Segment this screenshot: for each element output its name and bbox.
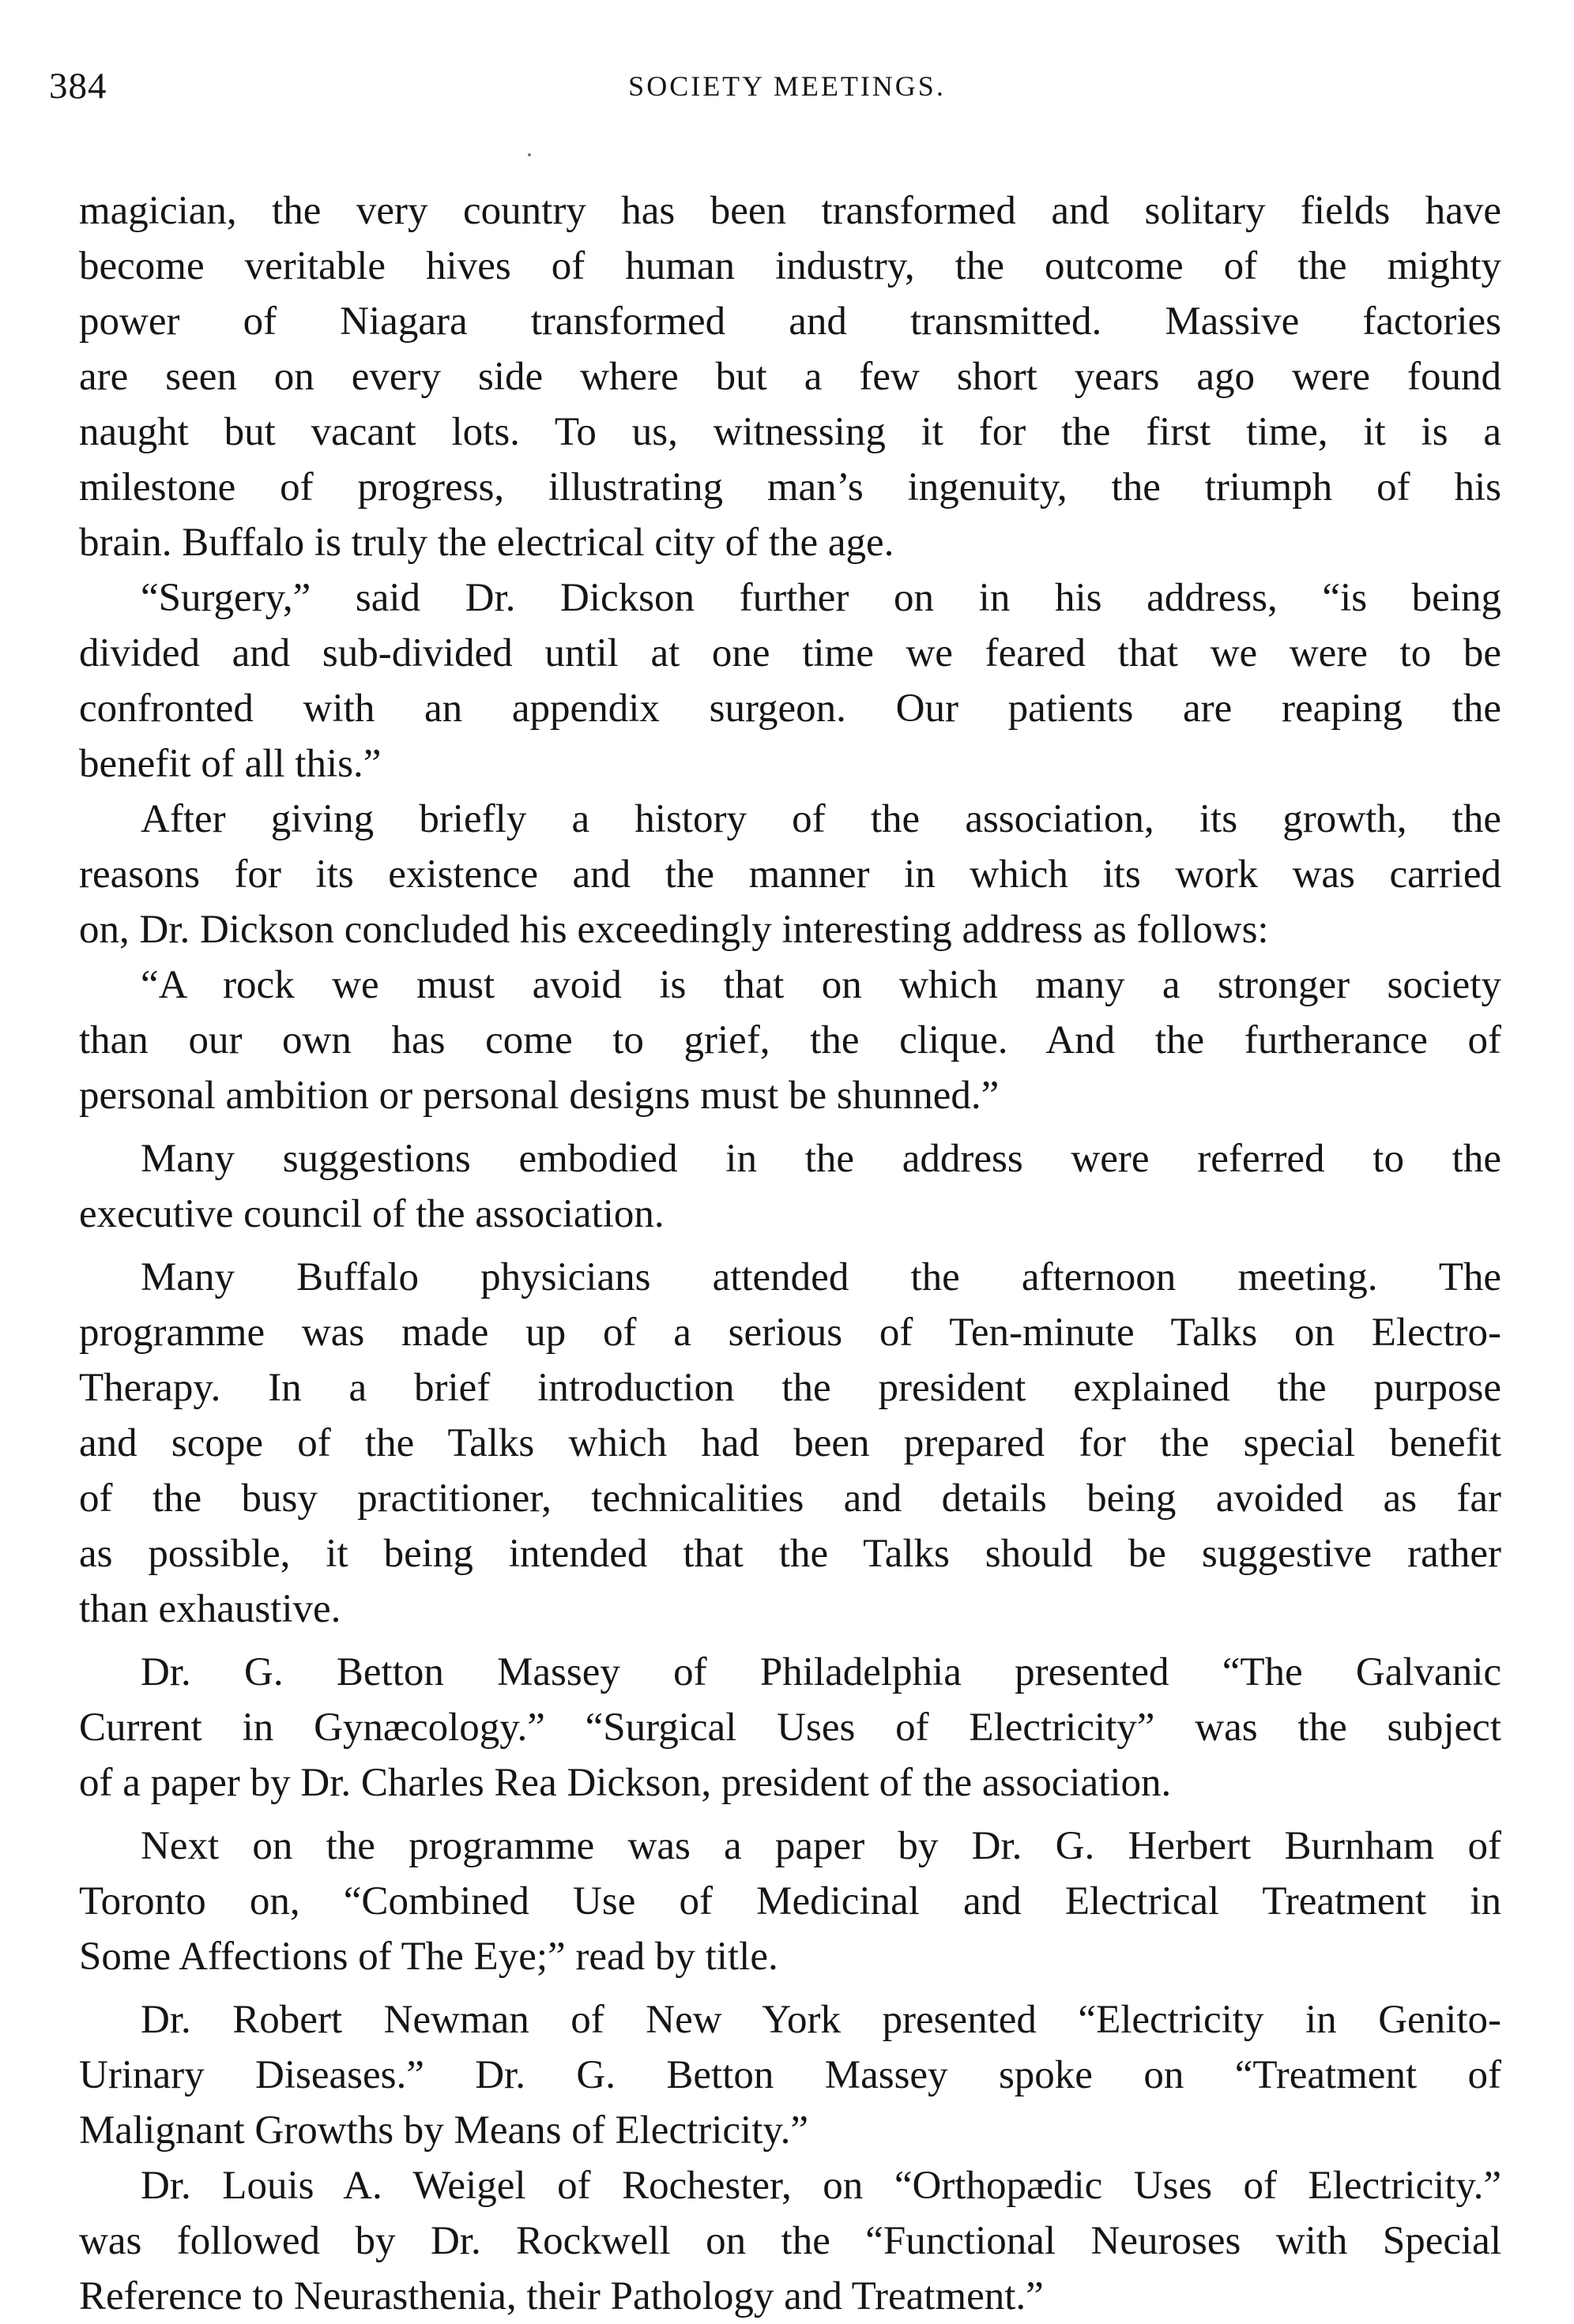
text-line: Dr. Robert Newman of New York presented “Electricity in Genito- (141, 1998, 1501, 2042)
print-speck (528, 153, 531, 156)
text-line: confronted with an appendix surgeon. Our patients are reaping the (79, 686, 1501, 731)
paragraph (79, 1645, 1501, 1811)
text-line: was followed by Dr. Rockwell on the “Functional Neuroses with Special (79, 2219, 1501, 2263)
text-line: brain. Buffalo is truly the electrical city of the age. (79, 521, 894, 565)
text-line: “A rock we must avoid is that on which many a stronger society (141, 963, 1501, 1007)
body-text (79, 183, 1501, 2324)
text-line: than our own has come to grief, the clique. And the furtherance of (79, 1018, 1501, 1062)
text-line: personal ambition or personal designs must be shunned.” (79, 1074, 1000, 1118)
paragraph (79, 1131, 1501, 1242)
text-line: Malignant Growths by Means of Electricity.” (79, 2108, 808, 2153)
paragraph (79, 1250, 1501, 1637)
text-line: programme was made up of a serious of Ten-minute Talks on Electro- (79, 1311, 1501, 1355)
text-line: benefit of all this.” (79, 742, 382, 786)
text-line: Dr. G. Betton Massey of Philadelphia presented “The Galvanic (141, 1650, 1501, 1694)
text-line: of a paper by Dr. Charles Rea Dickson, president of the association. (79, 1761, 1172, 1805)
page-number: 384 (49, 66, 107, 107)
text-line: Dr. Louis A. Weigel of Rochester, on “Orthopædic Uses of Electricity.” (141, 2164, 1501, 2208)
text-line: of the busy practitioner, technicalities and details being avoided as far (79, 1476, 1501, 1521)
text-line: are seen on every side where but a few short years ago were found (79, 355, 1501, 399)
text-line: Next on the programme was a paper by Dr. G. Herbert Burnham of (141, 1824, 1501, 1868)
text-line: on, Dr. Dickson concluded his exceedingly interesting address as follows: (79, 908, 1269, 952)
paragraph (79, 1818, 1501, 1984)
text-line: Reference to Neurasthenia, their Pathology and Treatment.” (79, 2274, 1044, 2318)
paragraph (79, 792, 1501, 957)
text-line: as possible, it being intended that the Talks should be suggestive rather (79, 1532, 1501, 1576)
paragraph (79, 1992, 1501, 2158)
text-line: magician, the very country has been transformed and solitary fields have (79, 189, 1501, 233)
text-line: executive council of the association. (79, 1192, 665, 1236)
quoted-paragraph (79, 957, 1501, 1123)
paragraph (79, 2158, 1501, 2324)
text-line: Urinary Diseases.” Dr. G. Betton Massey spoke on “Treatment of (79, 2053, 1501, 2097)
text-line: become veritable hives of human industry, the outcome of the mighty (79, 244, 1501, 288)
text-line: After giving briefly a history of the association, its growth, the (141, 797, 1501, 841)
text-line: and scope of the Talks which had been prepared for the special benefit (79, 1421, 1501, 1465)
paragraph (79, 570, 1501, 792)
text-line: Some Affections of The Eye;” read by title. (79, 1935, 778, 1979)
text-line: naught but vacant lots. To us, witnessing it for the first time, it is a (79, 410, 1501, 454)
text-line: Therapy. In a brief introduction the president explained the purpose (79, 1366, 1501, 1410)
text-line: Current in Gynæcology.” “Surgical Uses of Electricity” was the subject (79, 1705, 1501, 1750)
text-line: Toronto on, “Combined Use of Medicinal and Electrical Treatment in (79, 1879, 1501, 1924)
text-line: Many Buffalo physicians attended the afternoon meeting. The (141, 1255, 1501, 1299)
text-line: reasons for its existence and the manner in which its work was carried (79, 852, 1501, 897)
paragraph (79, 183, 1501, 570)
text-line: than exhaustive. (79, 1587, 341, 1631)
text-line: power of Niagara transformed and transmitted. Massive factories (79, 299, 1501, 344)
text-line: milestone of progress, illustrating man’s ingenuity, the triumph of his (79, 465, 1501, 510)
text-line: divided and sub-divided until at one time we feared that we were to be (79, 631, 1501, 675)
running-head: SOCIETY MEETINGS. (628, 70, 946, 102)
text-line: “Surgery,” said Dr. Dickson further on in his address, “is being (141, 576, 1501, 620)
text-line: Many suggestions embodied in the address were referred to the (141, 1137, 1501, 1181)
